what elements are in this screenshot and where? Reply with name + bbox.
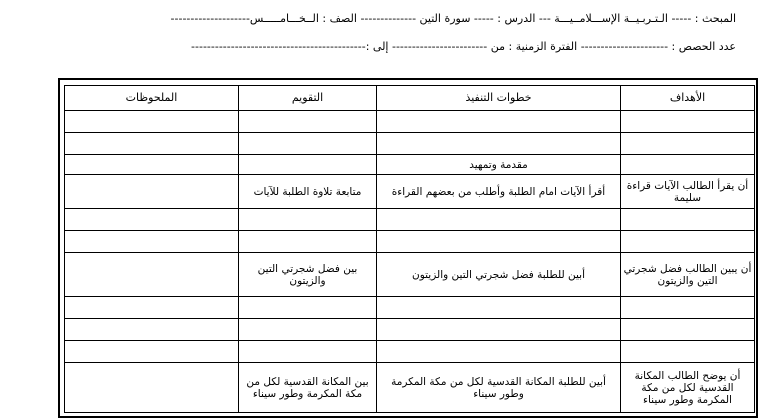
table-row	[65, 209, 755, 231]
cell-notes	[65, 111, 239, 133]
cell-eval	[239, 297, 377, 319]
cell-goal	[621, 341, 755, 363]
cell-goal: أن يوضح الطالب المكانة القدسية لكل من مكة المكرمة وطور سيناء	[621, 363, 755, 413]
cell-goal	[621, 111, 755, 133]
cell-goal	[621, 231, 755, 253]
cell-steps: أبين للطلبة المكانة القدسية لكل من مكة المكرمة وطور سيناء	[377, 363, 621, 413]
cell-goal	[621, 319, 755, 341]
cell-steps: أبين للطلبة فضل شجرتي التين والزيتون	[377, 253, 621, 297]
cell-eval	[239, 341, 377, 363]
cell-goal: أن يقرأ الطالب الآيات قراءة سليمة	[621, 175, 755, 209]
cell-notes	[65, 341, 239, 363]
cell-notes	[65, 155, 239, 175]
table-header-row	[65, 86, 755, 111]
table-row	[65, 363, 755, 413]
cell-steps	[377, 297, 621, 319]
cell-steps: مقدمة وتمهيد	[377, 155, 621, 175]
cell-eval: بين المكانة القدسية لكل من مكة المكرمة وطور سيناء	[239, 363, 377, 413]
cell-notes	[65, 231, 239, 253]
cell-eval	[239, 209, 377, 231]
cell-eval: متابعة تلاوة الطلبة للآيات	[239, 175, 377, 209]
cell-goal	[621, 155, 755, 175]
cell-eval	[239, 319, 377, 341]
cell-goal	[621, 209, 755, 231]
table-row	[65, 231, 755, 253]
table-row	[65, 133, 755, 155]
table-row	[65, 319, 755, 341]
cell-steps	[377, 209, 621, 231]
cell-steps	[377, 341, 621, 363]
cell-notes	[65, 133, 239, 155]
cell-notes	[65, 209, 239, 231]
cell-eval	[239, 133, 377, 155]
cell-steps	[377, 133, 621, 155]
header-line-period: عدد الحصص : ---------------------- الفترة الزمنية : من ------------------------ إلى :--------------------------------------------	[191, 40, 736, 53]
table-row	[65, 175, 755, 209]
cell-notes	[65, 175, 239, 209]
col-header-evaluation: التقويم	[239, 86, 377, 111]
cell-goal	[621, 297, 755, 319]
cell-eval	[239, 155, 377, 175]
col-header-steps: خطوات التنفيذ	[377, 86, 621, 111]
lesson-plan-table	[64, 85, 755, 413]
cell-goal: أن يبين الطالب فضل شجرتي التين والزيتون	[621, 253, 755, 297]
cell-steps	[377, 111, 621, 133]
header-line-subject: المبحث : ----- الـتـربـيــة الإســـلامــيـــة --- الدرس : ----- سورة التين -------------- الصف : الــخـــامـــــس--------------------	[170, 12, 736, 25]
table-row	[65, 253, 755, 297]
col-header-goals: الأهداف	[621, 86, 755, 111]
cell-notes	[65, 297, 239, 319]
cell-eval	[239, 111, 377, 133]
cell-notes	[65, 363, 239, 413]
cell-steps: أقرأ الآيات امام الطلبة وأطلب من بعضهم القراءة	[377, 175, 621, 209]
cell-steps	[377, 319, 621, 341]
table-row	[65, 111, 755, 133]
cell-steps	[377, 231, 621, 253]
cell-eval: بين فضل شجرتي التين والزيتون	[239, 253, 377, 297]
col-header-notes: الملحوظات	[65, 86, 239, 111]
cell-notes	[65, 253, 239, 297]
cell-notes	[65, 319, 239, 341]
table-row	[65, 341, 755, 363]
cell-goal	[621, 133, 755, 155]
table-row	[65, 155, 755, 175]
cell-eval	[239, 231, 377, 253]
table-row	[65, 297, 755, 319]
